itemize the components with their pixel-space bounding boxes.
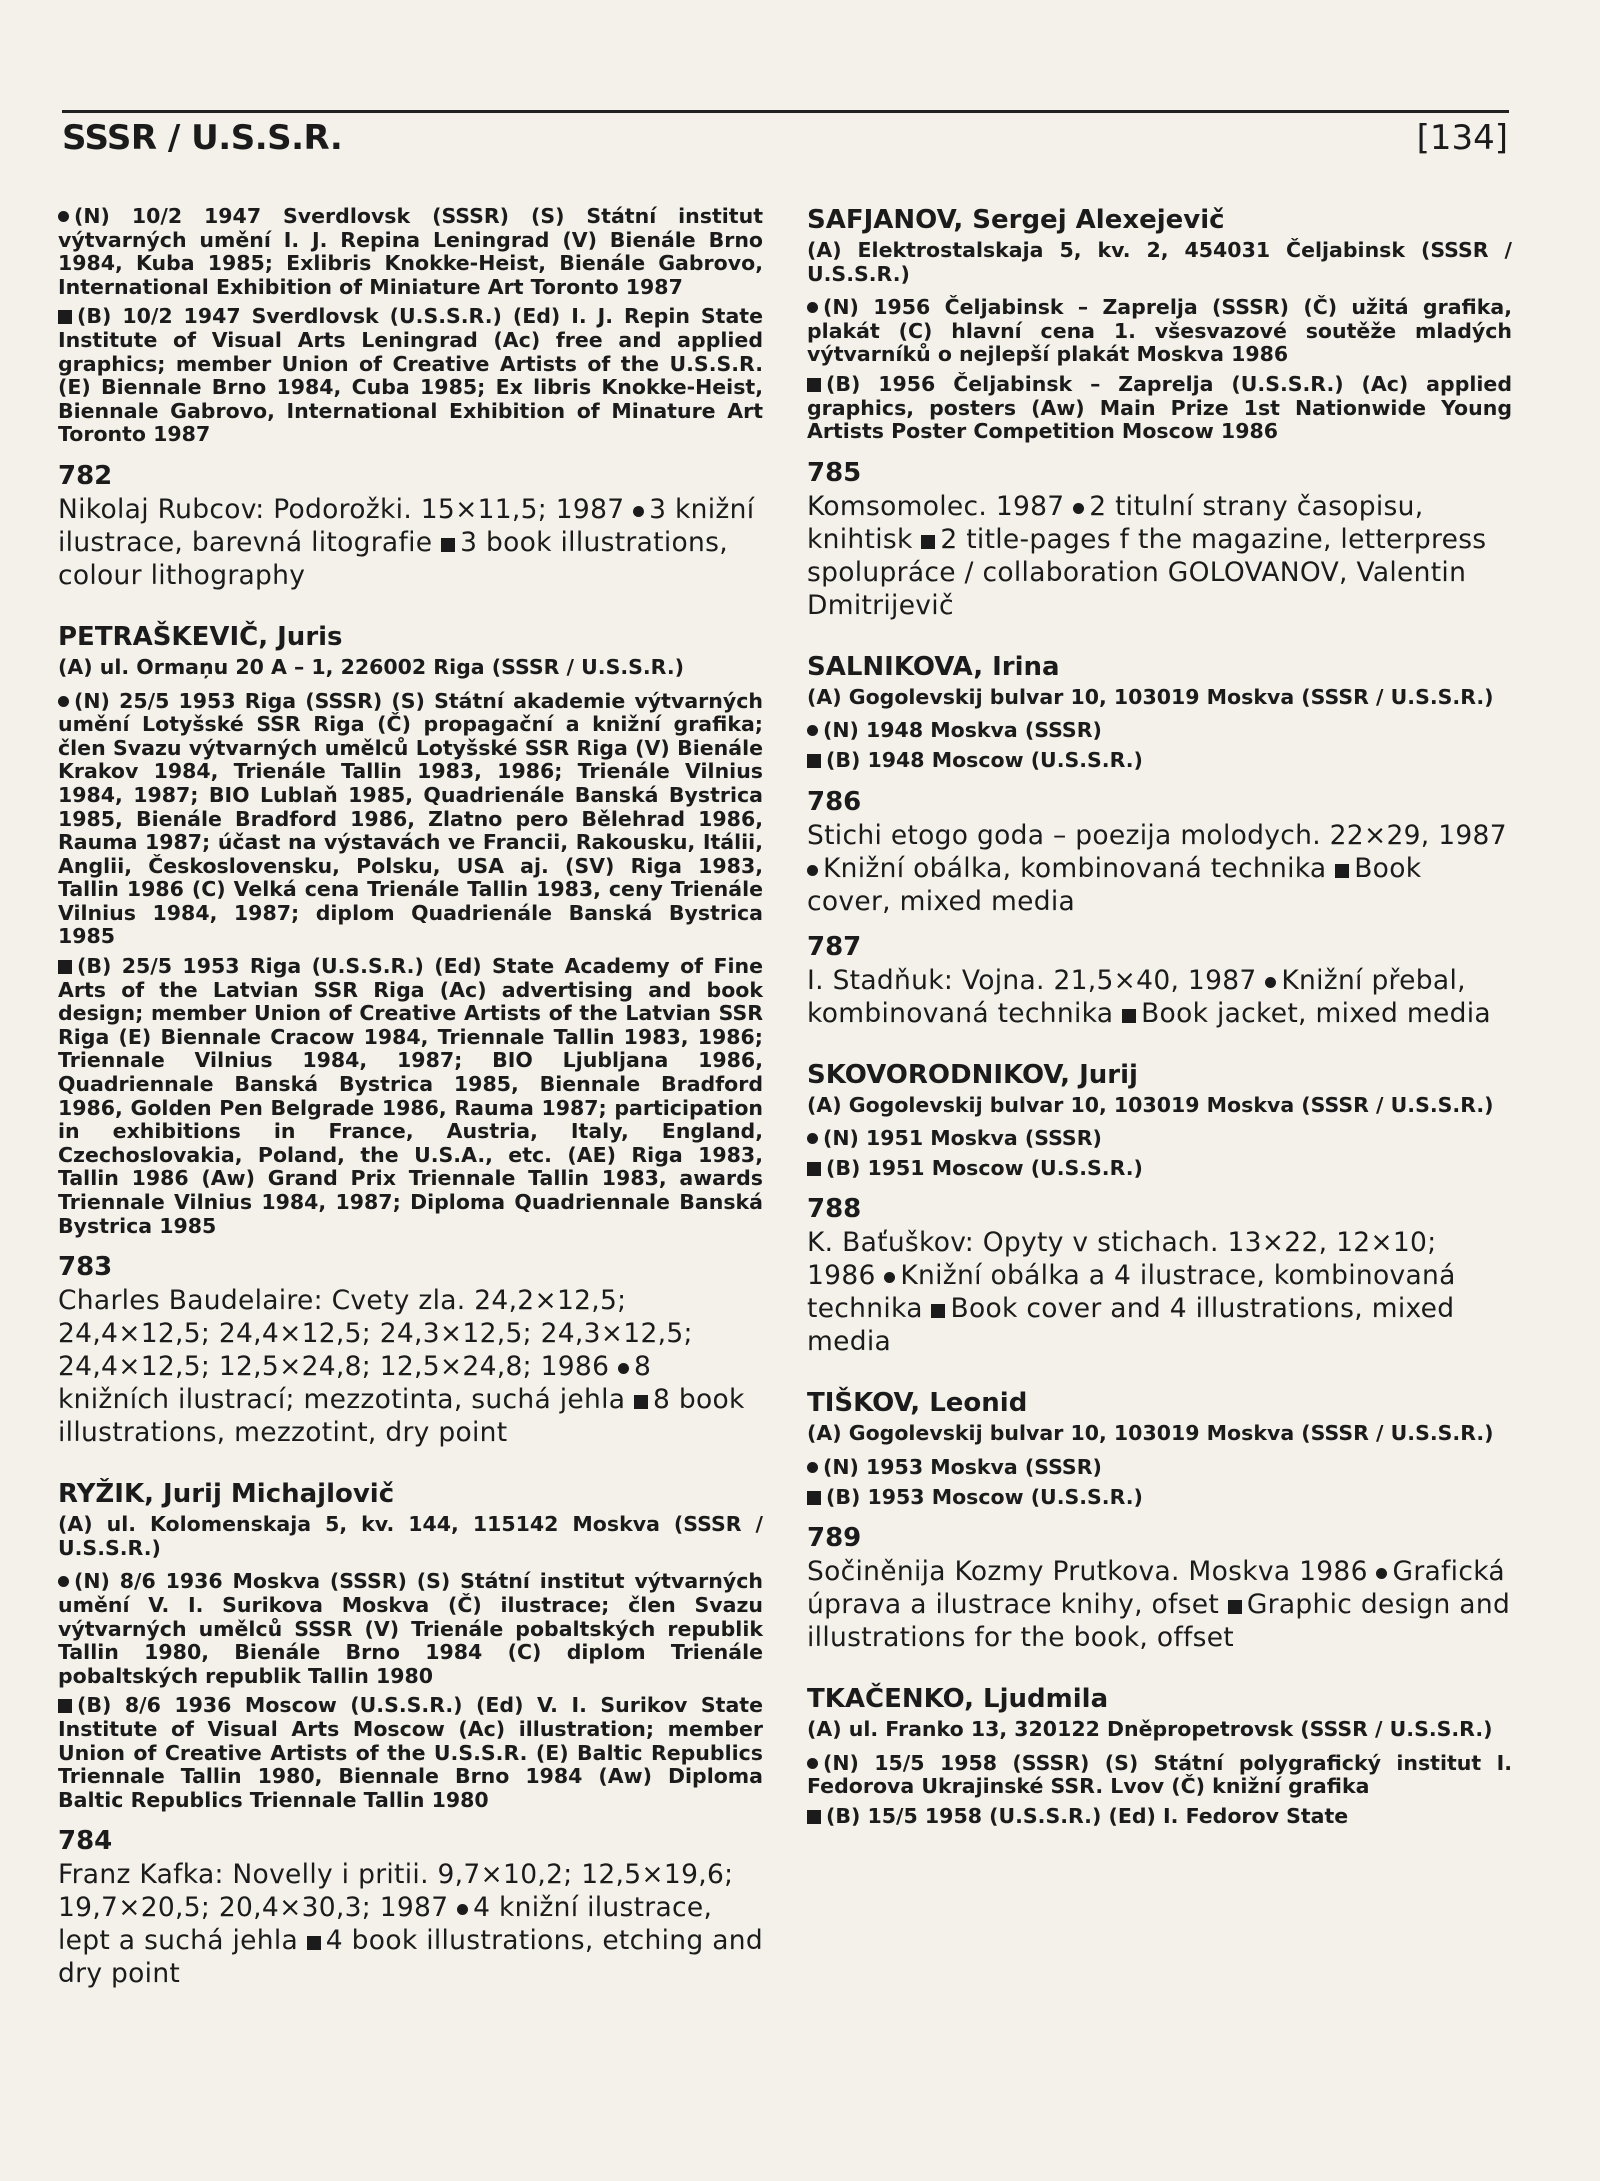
bullet-dot-icon (807, 1133, 818, 1144)
entry-description: Franz Kafka: Novelly i pritii. 9,7×10,2; 12,5×19,6; 19,7×20,5; 20,4×30,3; 1987 4 knižní ilustrace, lept a suchá jehla 4 book illustrations, etching and dry point (58, 1859, 763, 1990)
left-column (58, 205, 763, 2000)
page-section-title: SSSR / U.S.S.R. (62, 118, 343, 158)
entry-number: 789 (807, 1523, 862, 1554)
bio-english: (B) 15/5 1958 (U.S.S.R.) (Ed) I. Fedorov State (807, 1805, 1512, 1829)
bio-english: (B) 10/2 1947 Sverdlovsk (U.S.S.R.) (Ed) I. J. Repin State Institute of Visual Arts Leningrad (Ac) free and applied graphics; member Union of Creative Artists of the U.S.S.R. (E) Biennale Brno 1984, Cuba 1985; Ex libris Knokke-Heist, Biennale Gabrovo, International Exhibition of Minature Art Toronto 1987 (58, 304, 763, 447)
bio-english: (B) 1951 Moscow (U.S.S.R.) (807, 1157, 1512, 1181)
bio-czech: (N) 1951 Moskva (SSSR) (807, 1127, 1512, 1151)
entry-number: 785 (807, 457, 862, 488)
square-bullet-icon (807, 378, 821, 392)
bullet-dot-icon (618, 1363, 629, 1374)
author-name: TKAČENKO, Ljudmila (807, 1684, 1109, 1715)
square-bullet-icon (807, 1162, 821, 1176)
header-rule (62, 110, 1509, 113)
collaboration-note: spolupráce / collaboration GOLOVANOV, Valentin Dmitrijevič (807, 556, 1467, 621)
author-name: TIŠKOV, Leonid (807, 1388, 1028, 1419)
entry-number: 782 (58, 460, 113, 491)
square-bullet-icon (307, 1936, 321, 1950)
square-bullet-icon (58, 310, 72, 324)
square-bullet-icon (634, 1395, 648, 1409)
bullet-dot-icon (807, 725, 818, 736)
entry-number: 784 (58, 1826, 113, 1857)
bio-english: (B) 1956 Čeljabinsk – Zaprelja (U.S.S.R.) (Ac) applied graphics, posters (Aw) Main Prize 1st Nationwide Young Artists Poster Competition Moscow 1986 (807, 371, 1512, 444)
bio-english: (B) 1948 Moscow (U.S.S.R.) (807, 749, 1512, 773)
square-bullet-icon (58, 1699, 72, 1713)
bio-czech: (N) 1953 Moskva (SSSR) (807, 1456, 1512, 1480)
bullet-dot-icon (457, 1904, 468, 1915)
bullet-dot-icon (807, 1462, 818, 1473)
author-address: (A) Gogolevskij bulvar 10, 103019 Moskva (SSSR / U.S.S.R.) (807, 684, 1494, 709)
entry-number: 788 (807, 1194, 862, 1225)
bullet-dot-icon (884, 1272, 895, 1283)
bio-czech: (N) 10/2 1947 Sverdlovsk (SSSR) (S) Státní institut výtvarných umění I. J. Repina Leningrad (V) Bienále Brno 1984, Kuba 1985; Exlibris Knokke-Heist, Bienále Gabrovo, International Exhibition of Miniature Art Toronto 1987 (58, 204, 763, 299)
bullet-dot-icon (1073, 503, 1084, 514)
bio-czech: (N) 15/5 1958 (SSSR) (S) Státní polygrafický institut I. Fedorova Ukrajinské SSR. Lvov (Č) knižní grafika (807, 1750, 1512, 1799)
entry-description: Charles Baudelaire: Cvety zla. 24,2×12,5; 24,4×12,5; 24,4×12,5; 24,3×12,5; 24,3×12,5; 24,4×12,5; 12,5×24,8; 12,5×24,8; 1986 8 knižních ilustrací; mezzotinta, suchá jehla 8 book illustrations, mezzotint, dry point (58, 1285, 745, 1449)
square-bullet-icon (931, 1304, 945, 1318)
author-address: (A) ul. Kolomenskaja 5, kv. 144, 115142 Moskva (SSSR / U.S.S.R.) (58, 1512, 763, 1560)
author-address: (A) ul. Franko 13, 320122 Dněpropetrovsk (SSSR / U.S.S.R.) (807, 1717, 1493, 1742)
entry-description: Stichi etogo goda – poezija molodych. 22×29, 1987 Knižní obálka, kombinovaná technika Book cover, mixed media (807, 819, 1507, 917)
entry-number: 787 (807, 931, 862, 962)
bio-czech: (N) 8/6 1936 Moskva (SSSR) (S) Státní institut výtvarných umění V. I. Surikova Moskva (Č) ilustrace; člen Svazu výtvarných umělců SSSR (V) Trienále pobaltských republik Tallin 1980, Bienále Brno 1984 (C) diplom Trienále pobaltských republik Tallin 1980 (58, 1569, 763, 1688)
square-bullet-icon (1228, 1600, 1242, 1614)
bio-english: (B) 1953 Moscow (U.S.S.R.) (807, 1486, 1512, 1510)
square-bullet-icon (1122, 1009, 1136, 1023)
author-name: SKOVORODNIKOV, Jurij (807, 1059, 1138, 1090)
bio-czech: (N) 1948 Moskva (SSSR) (807, 719, 1512, 743)
square-bullet-icon (807, 1810, 821, 1824)
author-name: PETRAŠKEVIČ, Juris (58, 621, 343, 652)
square-bullet-icon (58, 960, 72, 974)
bullet-dot-icon (807, 302, 818, 313)
entry-description: I. Stadňuk: Vojna. 21,5×40, 1987 Knižní přebal, kombinovaná technika Book jacket, mixed media (807, 964, 1491, 1029)
entry-description: Komsomolec. 1987 2 titulní strany časopisu, knihtisk 2 title-pages f the magazine, letterpress spolupráce / collaboration GOLOVANOV, Valentin Dmitrijevič (807, 490, 1487, 621)
square-bullet-icon (1335, 864, 1349, 878)
author-name: SAFJANOV, Sergej Alexejevič (807, 205, 1225, 235)
author-address: (A) ul. Ormaņu 20 A – 1, 226002 Riga (SSSR / U.S.S.R.) (58, 654, 684, 679)
author-address: (A) Gogolevskij bulvar 10, 103019 Moskva (SSSR / U.S.S.R.) (807, 1421, 1494, 1446)
bio-czech: (N) 25/5 1953 Riga (SSSR) (S) Státní akademie výtvarných umění Lotyšské SSR Riga (Č) propagační a knižní grafika; člen Svazu výtvarných umělců Lotyšské SSR Riga (V) Bienále Krakov 1984, Trienále Tallin 1983, 1986; Trienále Vilnius 1984, 1987; BIO Lublaň 1985, Quadrienále Banská Bystrica 1985, Bienále Bradford 1986, Zlatno pero Bělehrad 1986, Rauma 1987; účast na výstavách ve Francii, Rakousku, Itálii, Anglii, Československu, Polsku, USA aj. (SV) Riga 1983, Tallin 1986 (C) Velká cena Trienále Tallin 1983, ceny Trienále Vilnius 1984, 1987; diplom Quadrienále Banská Bystrica 1985 (58, 688, 763, 949)
right-column (807, 205, 1512, 1834)
bio-english: (B) 8/6 1936 Moscow (U.S.S.R.) (Ed) V. I. Surikov State Institute of Visual Arts Moscow (Ac) illustration; member Union of Creative Artists of the U.S.S.R. (E) Baltic Republics Triennale Tallin 1980, Biennale Brno 1984 (Aw) Diploma Baltic Republics Triennale Tallin 1980 (58, 1693, 763, 1812)
bullet-dot-icon (807, 1758, 818, 1769)
bullet-dot-icon (633, 506, 644, 517)
author-name: RYŽIK, Jurij Michajlovič (58, 1479, 395, 1510)
entry-description: Sočiněnija Kozmy Prutkova. Moskva 1986 Grafická úprava a ilustrace knihy, ofset Graphic design and illustrations for the book, offset (807, 1556, 1511, 1654)
bio-czech: (N) 1956 Čeljabinsk – Zaprelja (SSSR) (Č) užitá grafika, plakát (C) hlavní cena 1. všesvazové soutěže mladých výtvarníků o nejlepší plakát Moskva 1986 (807, 295, 1512, 367)
author-address: (A) Elektrostalskaja 5, kv. 2, 454031 Čeljabinsk (SSSR / U.S.S.R.) (807, 238, 1512, 286)
bullet-dot-icon (1265, 977, 1276, 988)
square-bullet-icon (807, 1491, 821, 1505)
entry-number: 786 (807, 786, 862, 817)
bullet-dot-icon (807, 865, 818, 876)
bullet-dot-icon (58, 696, 69, 707)
square-bullet-icon (921, 535, 935, 549)
bullet-dot-icon (58, 211, 69, 222)
page-number: [134] (1416, 118, 1508, 158)
bullet-dot-icon (1376, 1568, 1387, 1579)
entry-number: 783 (58, 1252, 113, 1283)
entry-description: K. Baťuškov: Opyty v stichach. 13×22, 12×10; 1986 Knižní obálka a 4 ilustrace, kombinovaná technika Book cover and 4 illustrations, mixed media (807, 1227, 1456, 1358)
square-bullet-icon (807, 754, 821, 768)
entry-description: Nikolaj Rubcov: Podorožki. 15×11,5; 1987 3 knižní ilustrace, barevná litografie 3 book illustrations, colour lithography (58, 493, 755, 591)
author-name: SALNIKOVA, Irina (807, 651, 1060, 682)
bullet-dot-icon (58, 1576, 69, 1587)
author-address: (A) Gogolevskij bulvar 10, 103019 Moskva (SSSR / U.S.S.R.) (807, 1092, 1494, 1117)
square-bullet-icon (441, 538, 455, 552)
bio-english: (B) 25/5 1953 Riga (U.S.S.R.) (Ed) State Academy of Fine Arts of the Latvian SSR Riga (Ac) advertising and book design; member Union of Creative Artists of the Latvian SSR Riga (E) Biennale Cracow 1984, Triennale Tallin 1983, 1986; Triennale Vilnius 1984, 1987; BIO Ljubljana 1986, Quadriennale Banská Bystrica 1985, Biennale Bradford 1986, Golden Pen Belgrade 1986, Rauma 1987; participation in exhibitions in France, Austria, Italy, England, Czechoslovakia, Poland, the U.S.A., etc. (AE) Riga 1983, Tallin 1986 (Aw) Grand Prix Triennale Tallin 1983, awards Triennale Vilnius 1984, 1987; Diploma Quadriennale Banská Bystrica 1985 (58, 954, 763, 1238)
